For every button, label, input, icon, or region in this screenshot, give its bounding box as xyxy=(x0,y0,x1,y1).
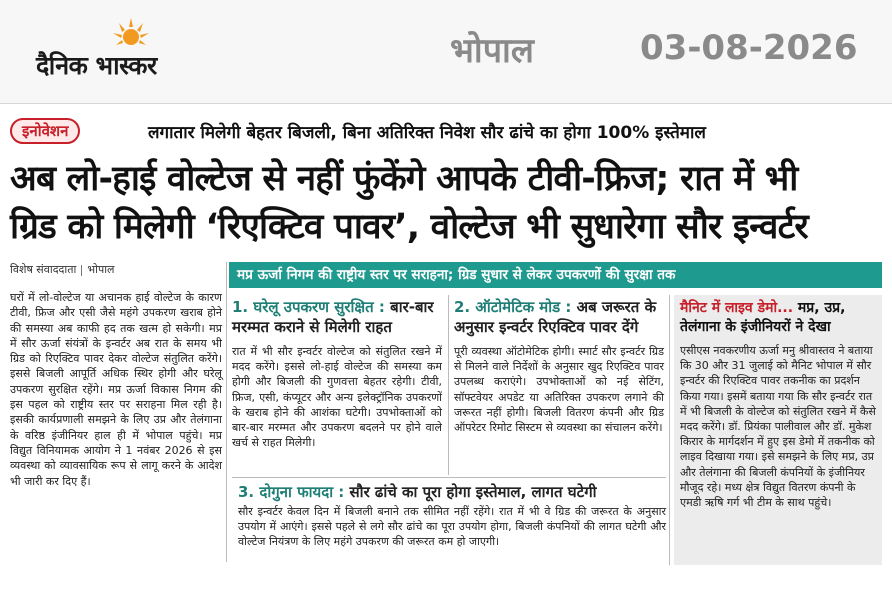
section-3-heading xyxy=(238,482,668,502)
sidebar-box xyxy=(674,295,882,565)
byline-author: विशेष संवाददाता xyxy=(10,263,77,276)
edition-date: 03-08-2026 xyxy=(640,28,858,68)
section-1-heading xyxy=(232,297,442,337)
logo-text: दैनिक भास्कर xyxy=(36,51,157,80)
section-2-heading xyxy=(454,297,664,337)
sun-icon xyxy=(112,18,150,52)
strap-banner: मप्र ऊर्जा निगम की राष्ट्रीय स्तर पर सराहना; ग्रिड सुधार से लेकर उपकरणों की सुरक्षा तक xyxy=(229,262,882,288)
kicker-text: लगातार मिलेगी बेहतर बिजली, बिना अतिरिक्त निवेश सौर ढांचे का होगा 100% इस्तेमाल xyxy=(148,123,706,143)
byline-divider xyxy=(81,265,82,276)
headline-line-2: ग्रिड को मिलेगी ‘रिएक्टिव पावर’, वोल्टेज भी सुधारेगा सौर इन्वर्टर xyxy=(10,207,808,247)
masthead xyxy=(0,0,892,104)
kicker-label: इनोवेशन xyxy=(10,118,80,144)
newspaper-logo[interactable] xyxy=(36,18,226,92)
section-3-lead: 3. दोगुना फायदा : xyxy=(238,483,345,501)
intro-column: घरों में लो-वोल्टेज या अचानक हाई वोल्टेज के कारण टीवी, फ्रिज और एसी जैसे महंगे उपकरण खराब होने की समस्या अब काफी हद तक खत्म हो सकेगी। मप्र में सौर ऊर्जा संयंत्रों के इन्वर्टर अब रात के समय भी ग्रिड को रिएक्टिव पावर देकर वोल्टेज संतुलित करेंगे। इससे बिजली आपूर्ति अधिक स्थिर होगी और घरेलू उपकरण सुरक्षित रहेंगे। मप्र ऊर्जा विकास निगम की इस पहल को राष्ट्रीय स्तर पर सराहना मिल रही है। इसकी कार्यप्रणाली समझने के लिए उप्र और तेलंगाना के वरिष्ठ इंजीनियर हाल ही में भोपाल पहुंचे। मप्र विद्युत विनियामक आयोग ने 1 नवंबर 2026 से इस व्यवस्था को व्यावसायिक रूप से लागू करने के आदेश भी जारी कर दिए हैं। xyxy=(10,291,222,488)
sidebar-accent: मैनिट में लाइव डेमो... xyxy=(680,300,794,316)
edition-city: भोपाल xyxy=(450,31,534,71)
headline xyxy=(10,155,884,251)
section-1-body: रात में भी सौर इन्वर्टर वोल्टेज को संतुलित रखने में मदद करेंगे। इससे लो-हाई वोल्टेज की समस्या कम होगी और बिजली की गुणवत्ता बेहतर रहेगी। टीवी, फ्रिज, एसी, कंप्यूटर और अन्य इलेक्ट्रॉनिक उपकरणों के खराब होने की आशंका घटेगी। उपभोक्ताओं को बार-बार मरम्मत और उपकरण बदलने पर होने वाले खर्च से राहत मिलेगी। xyxy=(232,345,442,450)
column-divider xyxy=(226,262,227,562)
sidebar-body: एसीएस नवकरणीय ऊर्जा मनु श्रीवास्तव ने बताया कि 30 और 31 जुलाई को मैनिट भोपाल में सौर इन्वर्टर की रिएक्टिव पावर तकनीक का प्रदर्शन किया गया। इसमें बताया गया कि सौर इन्वर्टर रात में भी बिजली के वोल्टेज को संतुलित रखने में कैसे मदद करेंगे। डॉ. प्रियंका पालीवाल और डॉ. मुकेश किरार के मार्गदर्शन में हुए इस डेमो में तकनीक को लाइव दिखाया गया। इसे समझने के लिए मप्र, उप्र और तेलंगाना की बिजली कंपनियों के इंजीनियर मौजूद रहे। मध्य क्षेत्र विद्युत वितरण कंपनी के एमडी ऋषि गर्ग भी टीम के साथ पहुंचे। xyxy=(680,344,876,510)
section-1-lead: 1. घरेलू उपकरण सुरक्षित : xyxy=(232,298,385,316)
section-3-title: सौर ढांचे का पूरा होगा इस्तेमाल, लागत घटेगी xyxy=(349,483,597,501)
column-divider xyxy=(448,295,449,475)
sidebar-heading xyxy=(680,299,876,337)
section-1-title: बार-बार मरम्मत कराने से मिलेगी राहत xyxy=(232,298,434,336)
section-divider xyxy=(232,477,666,478)
sidebar-title: मप्र, उप्र, तेलंगाना के इंजीनियरों ने देखा xyxy=(680,300,846,335)
section-2-body: पूरी व्यवस्था ऑटोमेटिक होगी। स्मार्ट सौर इन्वर्टर ग्रिड से मिलने वाले निर्देशों के अनुसार खुद रिएक्टिव पावर उपलब्ध कराएंगे। उपभोक्ताओं को नई सेटिंग, सॉफ्टवेयर अपडेट या अतिरिक्त उपकरण लगाने की जरूरत नहीं होगी। बिजली वितरण कंपनी और ग्रिड ऑपरेटर रिमोट सिस्टम से व्यवस्था का संचालन करेंगे। xyxy=(454,345,664,435)
headline-line-1: अब लो-हाई वोल्टेज से नहीं फुंकेंगे आपके टीवी-फ्रिज; रात में भी xyxy=(10,159,798,199)
section-2-lead: 2. ऑटोमेटिक मोड : xyxy=(454,298,572,316)
byline-city: भोपाल xyxy=(87,263,115,276)
section-2-title: अब जरूरत के अनुसार इन्वर्टर रिएक्टिव पावर देंगे xyxy=(454,298,657,336)
byline xyxy=(10,262,222,280)
kicker-row xyxy=(10,116,882,146)
section-3-body: सौर इन्वर्टर केवल दिन में बिजली बनाने तक सीमित नहीं रहेंगे। रात में भी वे ग्रिड की जरूरत के अनुसार उपयोग में आएंगे। इससे पहले से लगे सौर ढांचे का पूरा उपयोग होगा, बिजली कंपनियों की लागत घटेगी और वोल्टेज नियंत्रण के लिए महंगे उपकरण की जरूरत कम हो जाएगी। xyxy=(238,505,666,549)
column-divider xyxy=(669,295,670,565)
